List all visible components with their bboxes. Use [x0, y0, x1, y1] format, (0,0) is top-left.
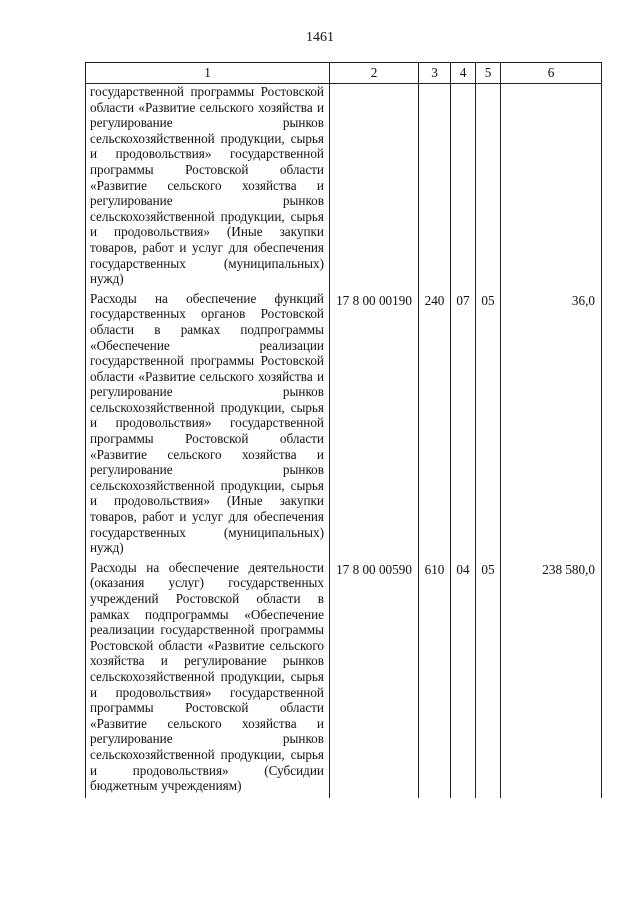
- row-target-code: 17 8 00 00190: [330, 291, 419, 560]
- row-target-code: 17 8 00 00590: [330, 560, 419, 798]
- page-number: 1461: [306, 30, 334, 45]
- table-row: [86, 560, 602, 798]
- row-expense-type: 610: [419, 560, 451, 798]
- row-subsection: 05: [476, 291, 501, 560]
- table-header-row: [86, 63, 602, 84]
- row-description: Расходы на обеспечение функций государственных органов Ростовской области в рамках подпрограммы «Обеспечение реализации государственной программы Ростовской области «Развитие сельского хозяйства и регулирование рынков сельскохозяйственной продукции, сырья и продовольствия» государственной программы Ростовской области «Развитие сельского хозяйства и регулирование рынков сельскохозяйственной продукции, сырья и продовольствия» (Иные закупки товаров, работ и услуг для обеспечения государственных (муниципальных) нужд): [86, 291, 330, 560]
- row-section: 04: [451, 560, 476, 798]
- column-header-3: 3: [419, 63, 451, 84]
- row-amount: [501, 84, 602, 291]
- row-target-code: [330, 84, 419, 291]
- row-expense-type: [419, 84, 451, 291]
- column-header-5: 5: [476, 63, 501, 84]
- row-section: 07: [451, 291, 476, 560]
- row-amount: 238 580,0: [501, 560, 602, 798]
- row-subsection: 05: [476, 560, 501, 798]
- row-expense-type: 240: [419, 291, 451, 560]
- table-row: [86, 291, 602, 560]
- column-header-2: 2: [330, 63, 419, 84]
- row-description: государственной программы Ростовской области «Развитие сельского хозяйства и регулирование рынков сельскохозяйственной продукции, сырья и продовольствия» государственной программы Ростовской области «Развитие сельского хозяйства и регулирование рынков сельскохозяйственной продукции, сырья и продовольствия» (Иные закупки товаров, работ и услуг для обеспечения государственных (муниципальных) нужд): [86, 84, 330, 291]
- row-amount: 36,0: [501, 291, 602, 560]
- budget-table: [85, 62, 602, 798]
- column-header-1: 1: [86, 63, 330, 84]
- column-header-4: 4: [451, 63, 476, 84]
- row-section: [451, 84, 476, 291]
- row-description: Расходы на обеспечение деятельности (оказания услуг) государственных учреждений Ростовской области в рамках подпрограммы «Обеспечение реализации государственной программы Ростовской области «Развитие сельского хозяйства и регулирование рынков сельскохозяйственной продукции, сырья и продовольствия» государственной программы Ростовской области «Развитие сельского хозяйства и регулирование рынков сельскохозяйственной продукции, сырья и продовольствия» (Субсидии бюджетным учреждениям): [86, 560, 330, 798]
- row-subsection: [476, 84, 501, 291]
- column-header-6: 6: [501, 63, 602, 84]
- table-row: [86, 84, 602, 291]
